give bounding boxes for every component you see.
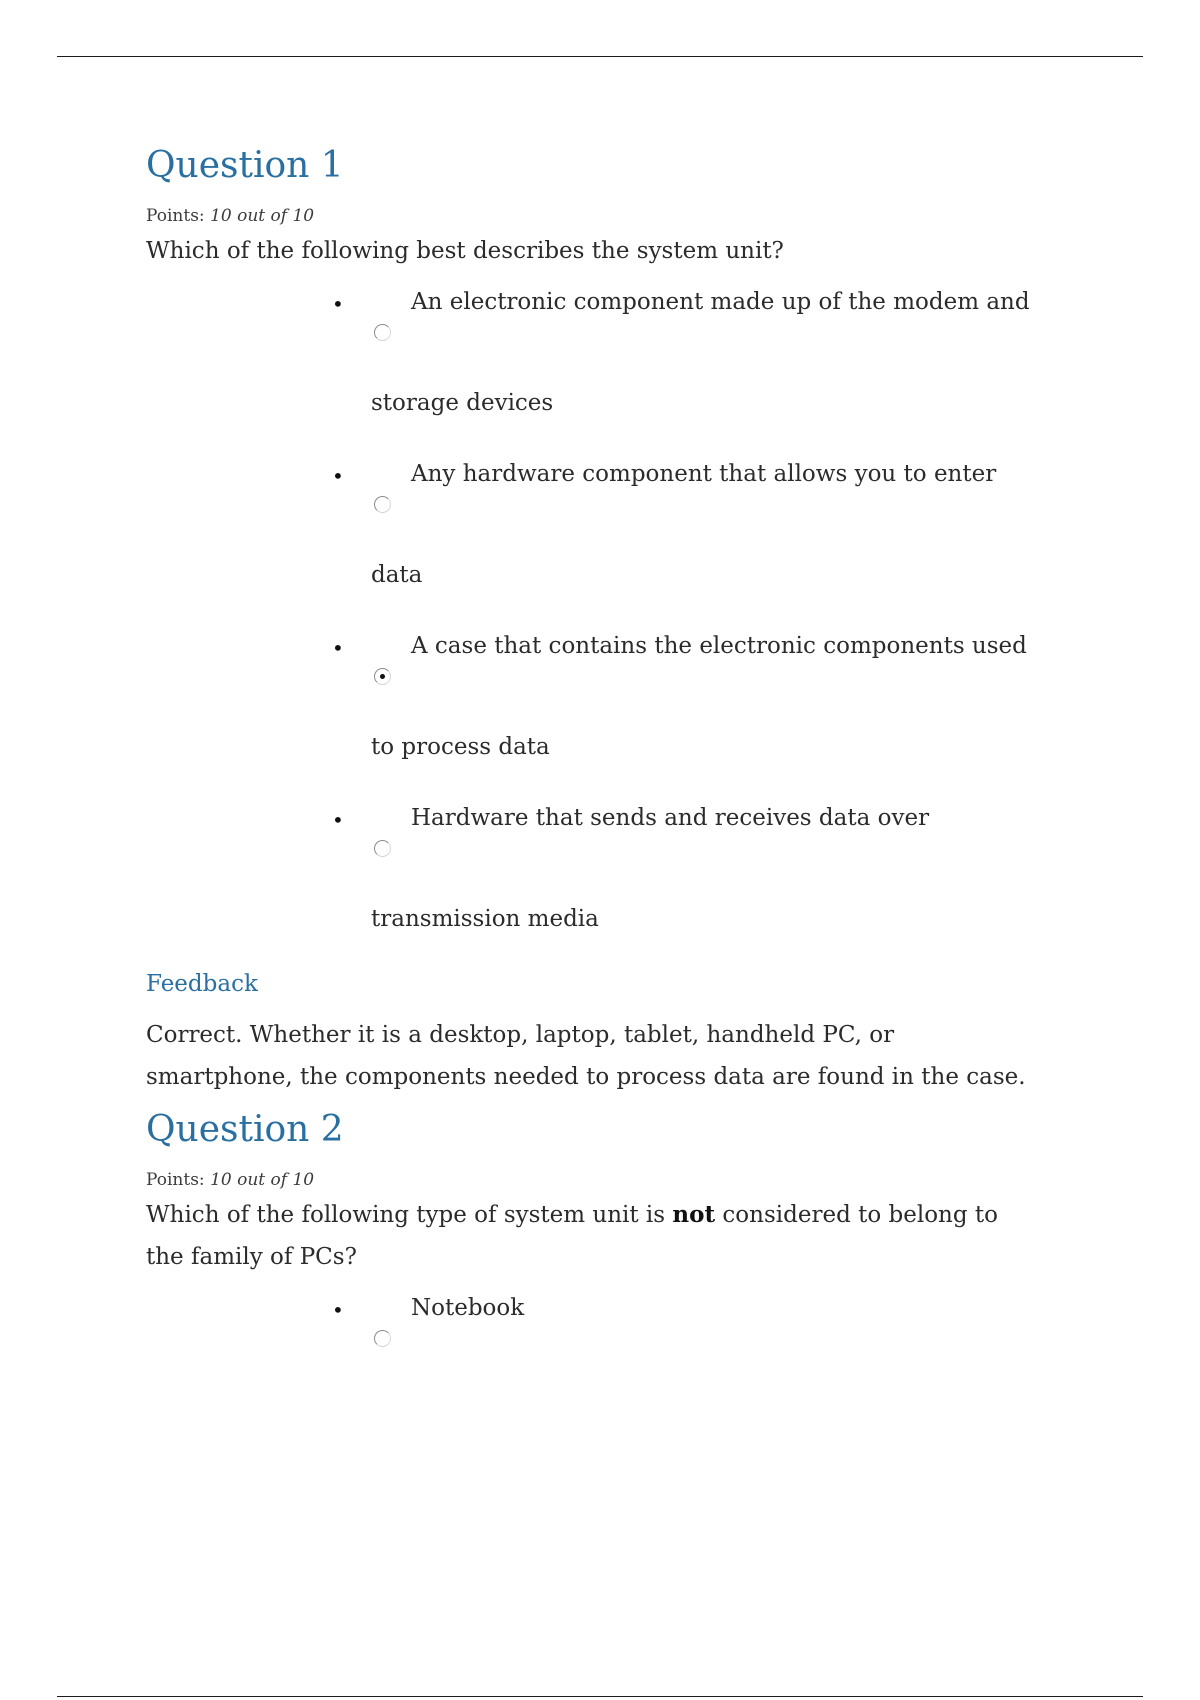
option-text-line1: Any hardware component that allows you to enter <box>411 461 997 487</box>
prompt-text: Which of the following type of system unit is <box>146 1202 666 1228</box>
question-1-title: Question 1 <box>146 145 344 186</box>
radio-button-unselected[interactable] <box>374 324 391 341</box>
option-text-line2: data <box>371 562 423 588</box>
radio-button-unselected[interactable] <box>374 1330 391 1347</box>
answer-option[interactable] <box>146 1292 1086 1464</box>
option-text-line2: to process data <box>371 734 550 760</box>
question-2-title: Question 2 <box>146 1109 344 1150</box>
option-text-line1: A case that contains the electronic components used <box>411 633 1027 659</box>
quiz-content <box>146 140 1086 1464</box>
answer-option[interactable] <box>146 286 1086 458</box>
bullet-icon: • <box>332 464 344 488</box>
option-text-line1: Notebook <box>411 1295 525 1321</box>
points-label: Points: <box>146 206 205 226</box>
prompt-line <box>146 1194 1086 1236</box>
question-1-prompt: Which of the following best describes the system unit? <box>146 238 784 264</box>
feedback-line: smartphone, the components needed to process data are found in the case. <box>146 1064 1026 1090</box>
answer-option[interactable] <box>146 630 1086 802</box>
prompt-text: considered to belong to <box>722 1202 998 1228</box>
option-text-line1: An electronic component made up of the modem and <box>411 289 1030 315</box>
question-2-options <box>146 1292 1086 1464</box>
answer-option[interactable] <box>146 458 1086 630</box>
feedback-line: Correct. Whether it is a desktop, laptop, tablet, handheld PC, or <box>146 1022 895 1048</box>
bullet-icon: • <box>332 808 344 832</box>
bullet-icon: • <box>332 636 344 660</box>
question-1-options <box>146 286 1086 974</box>
prompt-emphasis: not <box>672 1201 716 1228</box>
question-1-points <box>146 205 1086 227</box>
question-2-points <box>146 1169 1086 1191</box>
bullet-icon: • <box>332 1298 344 1322</box>
question-2 <box>146 1104 1086 1464</box>
radio-button-unselected[interactable] <box>374 840 391 857</box>
prompt-line: the family of PCs? <box>146 1244 357 1270</box>
option-text-line2: transmission media <box>371 906 599 932</box>
points-score: 10 out of 10 <box>210 206 315 226</box>
points-score: 10 out of 10 <box>210 1170 315 1190</box>
feedback-text <box>146 1014 1086 1098</box>
bullet-icon: • <box>332 292 344 316</box>
option-text-line2: storage devices <box>371 390 554 416</box>
question-2-prompt <box>146 1194 1086 1278</box>
points-label: Points: <box>146 1170 205 1190</box>
radio-button-unselected[interactable] <box>374 496 391 513</box>
answer-option[interactable] <box>146 802 1086 974</box>
question-1 <box>146 140 1086 1098</box>
feedback-heading: Feedback <box>146 971 258 997</box>
option-text-line1: Hardware that sends and receives data over <box>411 805 930 831</box>
bottom-rule <box>57 1696 1143 1697</box>
radio-button-selected[interactable] <box>374 668 391 685</box>
top-rule <box>57 56 1143 57</box>
